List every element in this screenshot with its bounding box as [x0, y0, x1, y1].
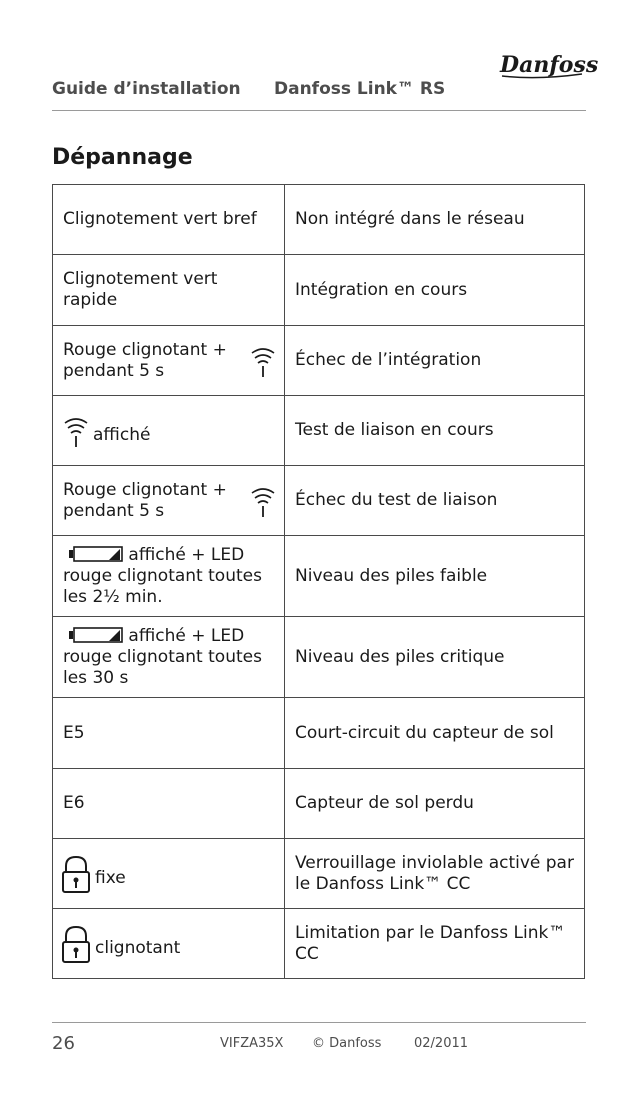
table-cell: Capteur de sol perdu — [285, 769, 585, 839]
table-row — [53, 698, 585, 769]
table-cell — [53, 396, 285, 466]
table-cell: E6 — [53, 769, 285, 839]
table-cell: Niveau des piles critique — [285, 617, 585, 698]
table-cell: Échec de l’intégration — [285, 326, 585, 396]
cell-text: clignotant — [95, 938, 181, 958]
table-cell: Test de liaison en cours — [285, 396, 585, 466]
battery-low-icon — [69, 627, 123, 643]
table-cell: Verrouillage inviolable activé par le Danfoss Link™ CC — [285, 839, 585, 909]
table-cell: Niveau des piles faible — [285, 536, 585, 617]
table-cell: Non intégré dans le réseau — [285, 185, 585, 255]
table-cell: Court-circuit du capteur de sol — [285, 698, 585, 769]
cell-text: Rouge clignotant + pendant 5 s — [63, 339, 227, 381]
lock-icon — [61, 854, 91, 894]
table-row — [53, 396, 585, 466]
table-row — [53, 185, 585, 255]
lock-icon — [61, 924, 91, 964]
table-cell — [53, 617, 285, 698]
svg-text:Danfoss: Danfoss — [500, 52, 599, 78]
signal-icon — [250, 484, 276, 518]
table-row — [53, 326, 585, 396]
cell-text: Rouge clignotant + pendant 5 s — [63, 479, 227, 521]
table-cell: Clignotement vert bref — [53, 185, 285, 255]
battery-low-icon — [69, 546, 123, 562]
signal-icon — [250, 344, 276, 378]
table-row — [53, 617, 585, 698]
table-cell: Intégration en cours — [285, 255, 585, 326]
table-cell: Échec du test de liaison — [285, 466, 585, 536]
table-cell: E5 — [53, 698, 285, 769]
table-row — [53, 466, 585, 536]
copyright: © Danfoss — [312, 1036, 382, 1051]
table-row — [53, 536, 585, 617]
header-product-name: Danfoss Link™ RS — [274, 79, 446, 99]
section-title: Dépannage — [52, 145, 193, 170]
troubleshooting-table — [52, 184, 585, 979]
table-row — [53, 769, 585, 839]
page-number: 26 — [52, 1033, 75, 1054]
page-footer — [52, 1022, 586, 1063]
table-row — [53, 839, 585, 909]
cell-text: fixe — [95, 868, 126, 888]
signal-icon — [63, 414, 89, 448]
document-reference: VIFZA35X — [220, 1036, 284, 1051]
table-cell — [53, 909, 285, 979]
table-cell — [53, 326, 285, 396]
header-guide-title: Guide d’installation — [52, 79, 241, 99]
table-cell — [53, 839, 285, 909]
cell-text: affiché + LED rouge clignotant toutes les 30 s — [63, 625, 262, 688]
table-row — [53, 255, 585, 326]
page-header — [52, 46, 599, 111]
table-cell — [53, 536, 285, 617]
danfoss-logo — [498, 46, 599, 82]
cell-text: affiché — [93, 425, 151, 445]
table-cell — [53, 466, 285, 536]
publication-date: 02/2011 — [414, 1036, 469, 1051]
table-row — [53, 909, 585, 979]
table-cell: Limitation par le Danfoss Link™ CC — [285, 909, 585, 979]
cell-text: affiché + LED rouge clignotant toutes les 2½ min. — [63, 544, 262, 607]
table-cell: Clignotement vert rapide — [53, 255, 285, 326]
